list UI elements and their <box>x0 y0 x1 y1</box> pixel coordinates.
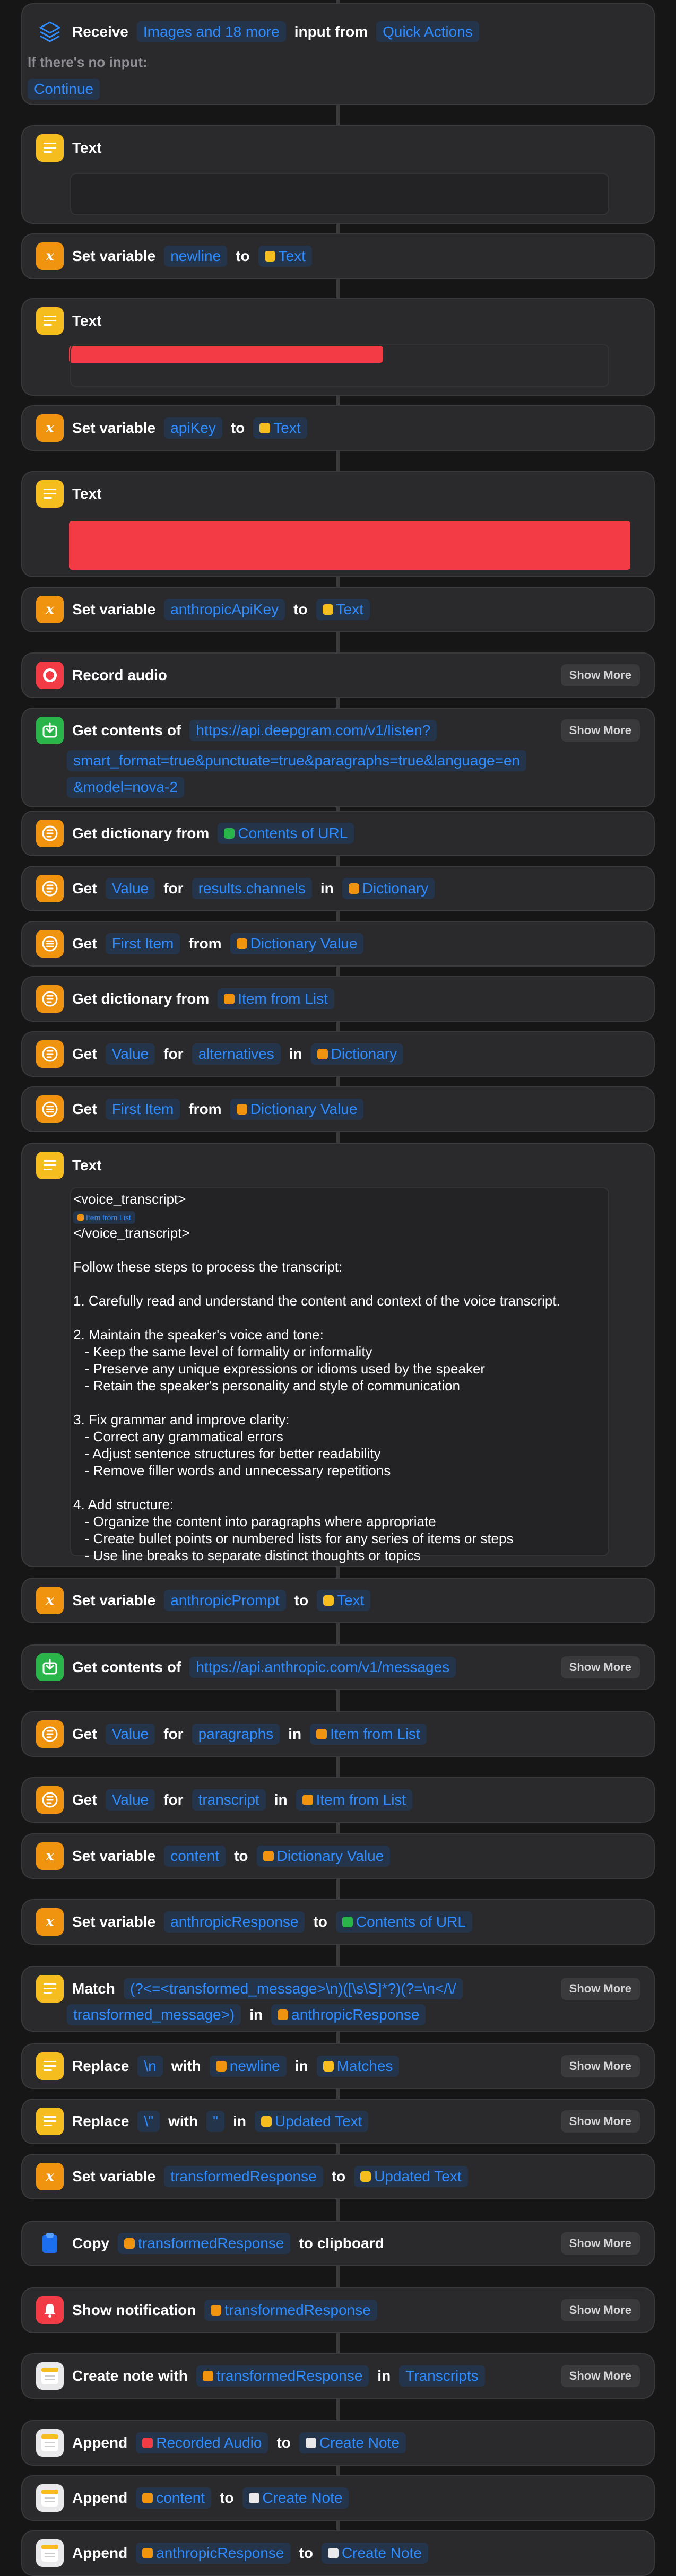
record-icon <box>36 662 64 689</box>
variable-x-icon <box>36 1587 64 1614</box>
contents-of-url-token[interactable] <box>218 823 354 844</box>
updated-text-token[interactable] <box>255 2111 369 2132</box>
updated-text-label: Updated Text <box>374 2168 462 2185</box>
item-from-list-token[interactable] <box>218 988 334 1009</box>
updated-text-chip-icon <box>360 2171 371 2182</box>
prompt-line: - Use line breaks to separate distinct thoughts or topics <box>73 1547 421 1563</box>
to-label: to <box>230 420 245 436</box>
svg-text:x: x <box>46 1914 54 1930</box>
transformed-response-label: transformedResponse <box>216 2368 363 2384</box>
show-notification-card[interactable] <box>21 2287 655 2333</box>
dictionary-value-chip-icon <box>237 1104 247 1115</box>
variable-newline-token[interactable]: newline <box>164 246 227 267</box>
create-note-token[interactable] <box>299 2432 406 2453</box>
text-lines-icon <box>36 1975 64 2003</box>
find-pattern-token[interactable]: \" <box>137 2111 160 2132</box>
deepgram-url-token-line2[interactable]: smart_format=true&punctuate=true&paragraphs=true&language=en <box>67 750 526 771</box>
variable-anthropicapikey-token[interactable]: anthropicApiKey <box>164 599 285 620</box>
notification-bell-icon <box>36 2296 64 2324</box>
value-param-token[interactable]: Value <box>106 1789 155 1811</box>
notes-icon <box>36 2539 64 2567</box>
prompt-line <box>73 1207 606 1224</box>
anthropic-response-token[interactable] <box>271 2004 426 2025</box>
get-label: Get <box>72 935 97 952</box>
prompt-line: 2. Maintain the speaker's voice and tone: <box>73 1327 324 1343</box>
set-variable-card[interactable] <box>21 233 655 279</box>
show-more-button[interactable]: Show More <box>561 664 640 686</box>
variable-apikey-token[interactable]: apiKey <box>164 417 222 439</box>
append-note-card[interactable] <box>21 2530 655 2576</box>
notes-icon <box>36 2484 64 2512</box>
replacement-token[interactable]: " <box>206 2111 224 2132</box>
set-variable-label: Set variable <box>72 1592 156 1608</box>
text-chip-icon <box>323 1595 334 1606</box>
prompt-line: 3. Fix grammar and improve clarity: <box>73 1412 290 1428</box>
to-clipboard-label: to clipboard <box>299 2235 384 2251</box>
prompt-line <box>73 1394 606 1411</box>
newline-variable-token[interactable] <box>210 2056 287 2077</box>
svg-text:x: x <box>46 248 54 264</box>
to-label: to <box>331 2168 346 2185</box>
dictionary-icon <box>36 1040 64 1068</box>
updated-text-chip-icon <box>261 2116 272 2127</box>
in-label: in <box>274 1791 288 1808</box>
regex-pattern-token-line1[interactable]: (?<=<transformed_message>\n)([\s\S]*?)(?=\n</\/ <box>124 1978 463 1999</box>
prompt-line <box>73 1309 606 1326</box>
variable-x-icon <box>36 242 64 270</box>
show-notification-label: Show notification <box>72 2302 196 2318</box>
in-label: in <box>377 2368 391 2384</box>
show-more-button[interactable]: Show More <box>561 2299 640 2321</box>
prompt-text-card[interactable] <box>21 1143 655 1567</box>
anthropic-response-label: anthropicResponse <box>156 2545 284 2561</box>
variable-x-icon <box>36 2163 64 2190</box>
set-variable-card[interactable] <box>21 1833 655 1879</box>
first-item-token[interactable]: First Item <box>106 1099 180 1120</box>
variable-x-icon <box>36 414 64 442</box>
prompt-line <box>73 1241 606 1258</box>
contents-url-chip-icon <box>224 828 235 839</box>
match-label: Match <box>72 1980 115 1997</box>
show-more-button[interactable]: Show More <box>561 719 640 742</box>
prompt-line <box>73 1275 606 1292</box>
text-lines-icon <box>36 134 64 162</box>
contents-url-chip-icon <box>342 1917 353 1927</box>
variable-anthropicresponse-token[interactable]: anthropicResponse <box>164 1911 305 1933</box>
prompt-line: 4. Add structure: <box>73 1496 174 1512</box>
match-text-card[interactable] <box>21 1966 655 2032</box>
dictionary-value-chip-icon <box>263 1851 274 1861</box>
text-lines-icon <box>36 307 64 335</box>
matches-token[interactable] <box>317 2056 400 2077</box>
receive-source-token[interactable]: Quick Actions <box>376 21 479 42</box>
get-item-card[interactable] <box>21 921 655 967</box>
show-more-button[interactable]: Show More <box>561 2055 640 2077</box>
content-label: content <box>156 2490 205 2506</box>
item-from-list-token[interactable] <box>296 1789 413 1811</box>
to-label: to <box>293 601 308 617</box>
dictionary-label: Dictionary <box>331 1046 397 1062</box>
set-variable-label: Set variable <box>72 420 156 436</box>
dictionary-icon <box>36 875 64 902</box>
for-label: for <box>163 880 184 897</box>
to-label: to <box>299 2545 313 2561</box>
create-note-chip-icon <box>306 2438 316 2448</box>
get-contents-card[interactable] <box>21 1644 655 1690</box>
deepgram-url-token-line3[interactable]: &model=nova-2 <box>67 777 184 798</box>
dictionary-token[interactable] <box>342 878 435 899</box>
item-from-list-label: Item from List <box>238 990 328 1007</box>
create-note-label: Create Note <box>319 2434 400 2451</box>
set-variable-card[interactable] <box>21 1578 655 1623</box>
prompt-line: - Adjust sentence structures for better readability <box>73 1446 381 1461</box>
prompt-line: - Correct any grammatical errors <box>73 1429 283 1444</box>
with-label: with <box>168 2113 198 2129</box>
set-variable-card[interactable] <box>21 587 655 632</box>
with-label: with <box>171 2058 201 2074</box>
anthropic-url-token[interactable]: https://api.anthropic.com/v1/messages <box>189 1657 456 1678</box>
redacted-anthropic-key <box>69 521 630 570</box>
show-more-button[interactable]: Show More <box>561 2365 640 2387</box>
text-chip-icon <box>323 604 333 615</box>
to-label: to <box>220 2490 234 2506</box>
shortcut-editor <box>21 0 655 2576</box>
get-contents-card[interactable] <box>21 708 655 807</box>
create-note-token[interactable] <box>242 2487 349 2509</box>
text-input-box[interactable] <box>70 173 609 215</box>
dictionary-value-token[interactable] <box>257 1846 391 1867</box>
in-label: in <box>289 1046 302 1062</box>
text-input-box[interactable] <box>70 344 609 387</box>
in-label: in <box>233 2113 246 2129</box>
text-magic-label: Text <box>273 420 301 436</box>
replace-label: Replace <box>72 2113 129 2129</box>
notes-icon <box>36 2362 64 2390</box>
svg-text:x: x <box>46 602 54 617</box>
dictionary-icon <box>36 985 64 1013</box>
regex-pattern-token-line2[interactable]: transformed_message>) <box>67 2004 241 2025</box>
to-label: to <box>276 2434 291 2451</box>
dictionary-value-label: Dictionary Value <box>250 935 358 952</box>
text-lines-icon <box>36 2108 64 2135</box>
input-from-label: input from <box>294 23 368 40</box>
append-label: Append <box>72 2545 128 2561</box>
from-label: from <box>188 1101 222 1117</box>
download-arrow-icon <box>36 717 64 744</box>
to-label: to <box>236 248 250 264</box>
dictionary-icon <box>36 820 64 847</box>
variable-transformedresponse-token[interactable]: transformedResponse <box>164 2166 323 2187</box>
svg-text:x: x <box>46 2169 54 2185</box>
svg-text:x: x <box>46 420 54 436</box>
replace-text-card[interactable] <box>21 2099 655 2144</box>
item-from-list-chip-icon <box>316 1729 327 1739</box>
for-label: for <box>163 1046 184 1062</box>
contents-of-url-label: Contents of URL <box>238 825 348 841</box>
text-chip-icon <box>265 251 275 262</box>
item-from-list-chip-icon <box>302 1795 313 1805</box>
recorded-audio-chip-icon <box>142 2438 153 2448</box>
get-label: Get <box>72 1101 97 1117</box>
download-arrow-icon <box>36 1653 64 1681</box>
in-label: in <box>320 880 334 897</box>
get-dictionary-card[interactable] <box>21 976 655 1022</box>
variable-chip-icon <box>211 2305 221 2316</box>
text-action-card[interactable] <box>21 471 655 577</box>
item-from-list-token[interactable] <box>310 1724 427 1745</box>
matches-chip-icon <box>323 2061 334 2072</box>
get-value-card[interactable] <box>21 1777 655 1823</box>
transformed-response-token[interactable] <box>118 2233 290 2254</box>
text-action-title: Text <box>72 485 102 502</box>
set-variable-label: Set variable <box>72 248 156 264</box>
append-note-card[interactable] <box>21 2475 655 2521</box>
item-from-list-chip-icon <box>77 1214 84 1221</box>
for-label: for <box>163 1726 184 1742</box>
get-value-card[interactable] <box>21 1711 655 1757</box>
no-input-label: If there's no input: <box>28 54 148 70</box>
contents-of-url-label: Contents of URL <box>356 1913 466 1930</box>
prompt-line: 1. Carefully read and understand the content and context of the voice transcript. <box>73 1293 560 1309</box>
record-audio-label: Record audio <box>72 667 167 683</box>
value-param-token[interactable]: Value <box>106 878 155 899</box>
replace-text-card[interactable] <box>21 2043 655 2089</box>
text-lines-icon <box>36 1152 64 1179</box>
prompt-text-input[interactable] <box>70 1187 609 1563</box>
notes-icon <box>36 2429 64 2457</box>
to-label: to <box>313 1913 327 1930</box>
deepgram-url-token-line1[interactable]: https://api.deepgram.com/v1/listen? <box>189 720 437 741</box>
receive-action-card[interactable] <box>21 3 655 105</box>
variable-x-icon <box>36 1842 64 1870</box>
inline-token-label: Item from List <box>86 1213 131 1222</box>
show-more-button[interactable]: Show More <box>561 1978 640 2000</box>
create-note-label: Create note with <box>72 2368 188 2384</box>
text-magic-token[interactable] <box>253 417 307 439</box>
variable-anthropicprompt-token[interactable]: anthropicPrompt <box>164 1590 285 1611</box>
dictionary-value-chip-icon <box>237 938 247 949</box>
append-label: Append <box>72 2490 128 2506</box>
newline-label: newline <box>229 2058 280 2074</box>
anthropic-response-label: anthropicResponse <box>291 2006 420 2023</box>
text-chip-icon <box>259 423 270 433</box>
no-input-continue-token[interactable]: Continue <box>28 79 100 100</box>
get-label: Get <box>72 1791 97 1808</box>
create-note-chip-icon <box>328 2548 339 2558</box>
key-paragraphs-token[interactable]: paragraphs <box>192 1724 280 1745</box>
dictionary-value-label: Dictionary Value <box>276 1848 384 1864</box>
transcripts-folder-token[interactable]: Transcripts <box>399 2365 484 2387</box>
in-label: in <box>249 2006 263 2023</box>
show-more-button[interactable]: Show More <box>561 2232 640 2255</box>
variable-chip-icon <box>278 2009 288 2020</box>
in-label: in <box>288 1726 302 1742</box>
to-label: to <box>294 1592 309 1608</box>
list-icon <box>36 1095 64 1123</box>
receive-types-token[interactable]: Images and 18 more <box>137 21 286 42</box>
in-label: in <box>294 2058 308 2074</box>
text-action-card[interactable] <box>21 125 655 224</box>
record-audio-card[interactable] <box>21 652 655 698</box>
text-action-card[interactable] <box>21 298 655 396</box>
get-dictionary-label: Get dictionary from <box>72 990 210 1007</box>
recorded-audio-label: Recorded Audio <box>156 2434 262 2451</box>
prompt-line: - Retain the speaker's personality and style of communication <box>73 1378 460 1394</box>
get-value-card[interactable] <box>21 866 655 911</box>
receive-label: Receive <box>72 23 128 40</box>
variable-chip-icon <box>203 2371 213 2381</box>
text-lines-icon <box>36 480 64 508</box>
show-more-button[interactable]: Show More <box>561 1656 640 1678</box>
prompt-line: Follow these steps to process the transcript: <box>73 1259 343 1275</box>
item-from-list-label: Item from List <box>330 1726 420 1742</box>
dictionary-icon <box>36 1786 64 1814</box>
create-note-label: Create Note <box>341 2545 422 2561</box>
matches-label: Matches <box>336 2058 393 2074</box>
for-label: for <box>163 1791 184 1808</box>
text-magic-token[interactable] <box>317 1590 370 1611</box>
value-param-token[interactable]: Value <box>106 1043 155 1065</box>
prompt-line: </voice_transcript> <box>73 1225 190 1241</box>
get-dictionary-card[interactable] <box>21 811 655 856</box>
set-variable-card[interactable] <box>21 405 655 451</box>
anthropic-response-token[interactable] <box>136 2543 290 2564</box>
copy-clipboard-card[interactable] <box>21 2221 655 2266</box>
prompt-line: - Organize the content into paragraphs where appropriate <box>73 1513 436 1529</box>
get-dictionary-label: Get dictionary from <box>72 825 210 841</box>
transformed-response-token[interactable] <box>196 2365 369 2387</box>
dictionary-token[interactable] <box>311 1043 403 1065</box>
key-transcript-token[interactable]: transcript <box>192 1789 266 1811</box>
updated-text-token[interactable] <box>354 2166 468 2187</box>
key-results-channels-token[interactable]: results.channels <box>192 878 312 899</box>
transformed-response-token[interactable] <box>204 2300 377 2321</box>
inline-item-from-list-token[interactable] <box>73 1211 135 1224</box>
set-variable-card[interactable] <box>21 1899 655 1945</box>
copy-label: Copy <box>72 2235 109 2251</box>
find-pattern-token[interactable]: \n <box>137 2056 162 2077</box>
text-lines-icon <box>36 2052 64 2080</box>
to-label: to <box>234 1848 248 1864</box>
get-label: Get <box>72 1046 97 1062</box>
text-magic-token[interactable] <box>316 599 370 620</box>
create-note-label: Create Note <box>262 2490 343 2506</box>
prompt-line: - Keep the same level of formality or informality <box>73 1344 372 1360</box>
text-action-title: Text <box>72 312 102 329</box>
prompt-line <box>73 1479 606 1496</box>
transformed-response-label: transformedResponse <box>138 2235 284 2251</box>
append-label: Append <box>72 2434 128 2451</box>
create-note-chip-icon <box>249 2493 259 2503</box>
variable-chip-icon <box>216 2061 227 2072</box>
clipboard-icon <box>36 2230 64 2257</box>
key-alternatives-token[interactable]: alternatives <box>192 1043 281 1065</box>
from-label: from <box>188 935 222 952</box>
contents-of-url-token[interactable] <box>336 1911 472 1933</box>
text-magic-token[interactable] <box>258 246 312 267</box>
replace-label: Replace <box>72 2058 129 2074</box>
variable-chip-icon <box>142 2548 153 2558</box>
text-magic-label: Text <box>336 601 363 617</box>
item-from-list-label: Item from List <box>316 1791 406 1808</box>
get-value-card[interactable] <box>21 1031 655 1077</box>
dictionary-chip-icon <box>349 883 359 894</box>
dictionary-chip-icon <box>317 1049 328 1059</box>
dictionary-label: Dictionary <box>362 880 429 897</box>
dictionary-value-token[interactable] <box>230 933 364 954</box>
text-action-title: Text <box>72 140 102 156</box>
recorded-audio-token[interactable] <box>136 2432 268 2453</box>
get-label: Get <box>72 880 97 897</box>
variable-x-icon <box>36 1908 64 1936</box>
get-contents-label: Get contents of <box>72 722 181 738</box>
item-from-list-chip-icon <box>224 994 235 1004</box>
variable-chip-icon <box>142 2493 153 2503</box>
set-variable-label: Set variable <box>72 1848 156 1864</box>
list-icon <box>36 930 64 958</box>
set-variable-card[interactable] <box>21 2154 655 2199</box>
get-item-card[interactable] <box>21 1086 655 1132</box>
text-magic-label: Text <box>278 248 306 264</box>
transformed-response-label: transformedResponse <box>224 2302 371 2318</box>
create-note-card[interactable] <box>21 2353 655 2399</box>
updated-text-label: Updated Text <box>274 2113 362 2129</box>
text-magic-label: Text <box>337 1592 365 1608</box>
dictionary-value-label: Dictionary Value <box>250 1101 358 1117</box>
variable-content-token[interactable]: content <box>164 1846 226 1867</box>
prompt-line: - Create bullet points or numbered lists for any series of items or steps <box>73 1530 514 1546</box>
set-variable-label: Set variable <box>72 601 156 617</box>
prompt-line: - Remove filler words and unnecessary repetitions <box>73 1463 391 1478</box>
create-note-token[interactable] <box>322 2543 428 2564</box>
dictionary-value-token[interactable] <box>230 1099 364 1120</box>
show-more-button[interactable]: Show More <box>561 2110 640 2133</box>
svg-text:x: x <box>46 1592 54 1608</box>
variable-chip-icon <box>124 2238 135 2249</box>
first-item-token[interactable]: First Item <box>106 933 180 954</box>
prompt-line: <voice_transcript> <box>73 1191 186 1207</box>
get-label: Get <box>72 1726 97 1742</box>
dictionary-icon <box>36 1720 64 1748</box>
set-variable-label: Set variable <box>72 1913 156 1930</box>
shortcut-layers-icon <box>36 18 64 46</box>
get-contents-label: Get contents of <box>72 1659 181 1675</box>
append-note-card[interactable] <box>21 2420 655 2466</box>
prompt-line: - Preserve any unique expressions or idioms used by the speaker <box>73 1361 486 1377</box>
content-variable-token[interactable] <box>136 2487 211 2509</box>
svg-text:x: x <box>46 1848 54 1864</box>
text-action-title: Text <box>72 1157 102 1173</box>
value-param-token[interactable]: Value <box>106 1724 155 1745</box>
set-variable-label: Set variable <box>72 2168 156 2185</box>
variable-x-icon <box>36 596 64 623</box>
